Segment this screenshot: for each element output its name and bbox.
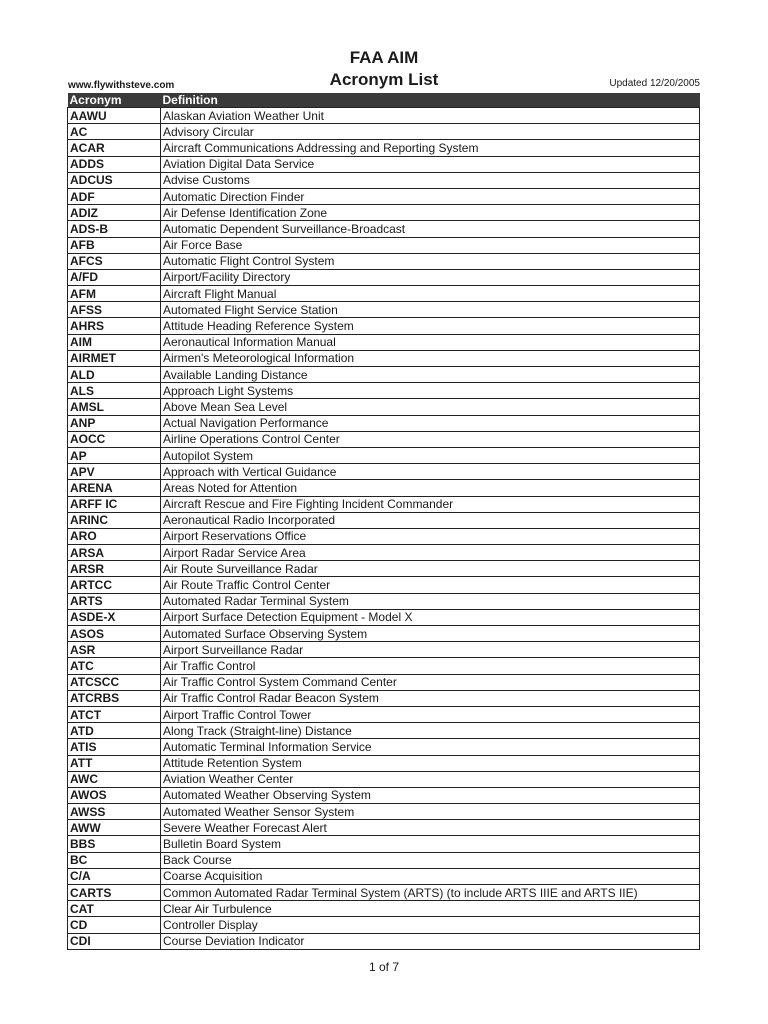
acronym-cell: ADCUS — [68, 172, 161, 188]
acronym-cell: AC — [68, 124, 161, 140]
table-row — [68, 431, 700, 447]
table-body — [68, 108, 700, 950]
table-row — [68, 626, 700, 642]
table-row — [68, 367, 700, 383]
acronym-cell: ARENA — [68, 480, 161, 496]
acronym-cell: ADDS — [68, 156, 161, 172]
acronym-cell: ADS-B — [68, 221, 161, 237]
acronym-cell: ASR — [68, 642, 161, 658]
acronym-cell: CD — [68, 917, 161, 933]
definition-cell: Clear Air Turbulence — [161, 901, 700, 917]
definition-cell: Approach Light Systems — [161, 383, 700, 399]
acronym-cell: AIM — [68, 334, 161, 350]
acronym-cell: ALD — [68, 367, 161, 383]
acronym-cell: ARINC — [68, 512, 161, 528]
table-row — [68, 350, 700, 366]
table-row — [68, 787, 700, 803]
acronym-cell: ADIZ — [68, 205, 161, 221]
definition-cell: Common Automated Radar Terminal System (ARTS) (to include ARTS IIIE and ARTS IIE) — [161, 885, 700, 901]
definition-cell: Actual Navigation Performance — [161, 415, 700, 431]
table-row — [68, 188, 700, 204]
table-row — [68, 933, 700, 949]
table-row — [68, 221, 700, 237]
definition-cell: Airport Traffic Control Tower — [161, 706, 700, 722]
acronym-cell: BC — [68, 852, 161, 868]
acronym-cell: ASDE-X — [68, 609, 161, 625]
definition-cell: Autopilot System — [161, 447, 700, 463]
definition-cell: Back Course — [161, 852, 700, 868]
acronym-cell: ARSA — [68, 545, 161, 561]
acronym-cell: ATT — [68, 755, 161, 771]
page-subtitle: Acronym List — [329, 70, 439, 89]
definition-cell: Automatic Flight Control System — [161, 253, 700, 269]
acronym-cell: AWSS — [68, 804, 161, 820]
definition-cell: Aircraft Flight Manual — [161, 286, 700, 302]
table-row — [68, 658, 700, 674]
table-row — [68, 885, 700, 901]
acronym-cell: AWC — [68, 771, 161, 787]
definition-cell: Advisory Circular — [161, 124, 700, 140]
definition-cell: Automated Flight Service Station — [161, 302, 700, 318]
table-row — [68, 480, 700, 496]
table-row — [68, 447, 700, 463]
acronym-cell: ARFF IC — [68, 496, 161, 512]
definition-cell: Aviation Weather Center — [161, 771, 700, 787]
column-header-definition: Definition — [161, 93, 700, 108]
acronym-cell: AP — [68, 447, 161, 463]
definition-cell: Airport Surveillance Radar — [161, 642, 700, 658]
table-row — [68, 286, 700, 302]
acronym-cell: AFSS — [68, 302, 161, 318]
definition-cell: Airmen's Meteorological Information — [161, 350, 700, 366]
acronym-cell: CARTS — [68, 885, 161, 901]
table-row — [68, 464, 700, 480]
acronym-cell: AAWU — [68, 108, 161, 124]
definition-cell: Areas Noted for Attention — [161, 480, 700, 496]
page-title: FAA AIM — [349, 48, 419, 67]
table-row — [68, 739, 700, 755]
table-row — [68, 917, 700, 933]
acronym-cell: ARSR — [68, 561, 161, 577]
acronym-cell: APV — [68, 464, 161, 480]
acronym-cell: CDI — [68, 933, 161, 949]
definition-cell: Approach with Vertical Guidance — [161, 464, 700, 480]
acronym-cell: ADF — [68, 188, 161, 204]
column-header-acronym: Acronym — [68, 93, 161, 108]
acronym-cell: BBS — [68, 836, 161, 852]
table-row — [68, 528, 700, 544]
definition-cell: Bulletin Board System — [161, 836, 700, 852]
acronym-cell: C/A — [68, 868, 161, 884]
acronym-cell: ANP — [68, 415, 161, 431]
acronym-cell: ATIS — [68, 739, 161, 755]
table-row — [68, 253, 700, 269]
table-row — [68, 836, 700, 852]
table-row — [68, 804, 700, 820]
table-row — [68, 561, 700, 577]
acronym-cell: AIRMET — [68, 350, 161, 366]
acronym-cell: ARTCC — [68, 577, 161, 593]
table-row — [68, 399, 700, 415]
acronym-cell: ARTS — [68, 593, 161, 609]
page-number: 1 of 7 — [368, 960, 400, 974]
definition-cell: Airport Surface Detection Equipment - Model X — [161, 609, 700, 625]
table-row — [68, 512, 700, 528]
acronym-cell: ASOS — [68, 626, 161, 642]
table-row — [68, 124, 700, 140]
definition-cell: Air Traffic Control System Command Center — [161, 674, 700, 690]
acronym-cell: AMSL — [68, 399, 161, 415]
definition-cell: Aeronautical Information Manual — [161, 334, 700, 350]
definition-cell: Air Traffic Control — [161, 658, 700, 674]
definition-cell: Advise Customs — [161, 172, 700, 188]
definition-cell: Course Deviation Indicator — [161, 933, 700, 949]
updated-date: Updated 12/20/2005 — [609, 78, 700, 89]
table-row — [68, 334, 700, 350]
table-row — [68, 383, 700, 399]
definition-cell: Alaskan Aviation Weather Unit — [161, 108, 700, 124]
table-row — [68, 690, 700, 706]
table-row — [68, 302, 700, 318]
acronym-cell: ATD — [68, 723, 161, 739]
table-row — [68, 156, 700, 172]
acronym-cell: ATCT — [68, 706, 161, 722]
definition-cell: Airport/Facility Directory — [161, 269, 700, 285]
acronym-cell: ATC — [68, 658, 161, 674]
table-row — [68, 318, 700, 334]
table-row — [68, 723, 700, 739]
definition-cell: Airport Radar Service Area — [161, 545, 700, 561]
definition-cell: Air Route Traffic Control Center — [161, 577, 700, 593]
acronym-cell: AWW — [68, 820, 161, 836]
table-row — [68, 205, 700, 221]
table-row — [68, 868, 700, 884]
acronym-table — [67, 93, 700, 950]
acronym-cell: A/FD — [68, 269, 161, 285]
definition-cell: Along Track (Straight-line) Distance — [161, 723, 700, 739]
table-row — [68, 496, 700, 512]
table-row — [68, 901, 700, 917]
acronym-cell: CAT — [68, 901, 161, 917]
acronym-cell: AHRS — [68, 318, 161, 334]
definition-cell: Air Traffic Control Radar Beacon System — [161, 690, 700, 706]
definition-cell: Airline Operations Control Center — [161, 431, 700, 447]
acronym-cell: AWOS — [68, 787, 161, 803]
definition-cell: Automated Radar Terminal System — [161, 593, 700, 609]
definition-cell: Air Force Base — [161, 237, 700, 253]
acronym-cell: AFB — [68, 237, 161, 253]
acronym-cell: AOCC — [68, 431, 161, 447]
definition-cell: Automated Surface Observing System — [161, 626, 700, 642]
definition-cell: Available Landing Distance — [161, 367, 700, 383]
table-row — [68, 852, 700, 868]
definition-cell: Attitude Heading Reference System — [161, 318, 700, 334]
definition-cell: Air Defense Identification Zone — [161, 205, 700, 221]
definition-cell: Severe Weather Forecast Alert — [161, 820, 700, 836]
definition-cell: Aeronautical Radio Incorporated — [161, 512, 700, 528]
definition-cell: Aviation Digital Data Service — [161, 156, 700, 172]
table-row — [68, 140, 700, 156]
definition-cell: Automatic Dependent Surveillance-Broadcast — [161, 221, 700, 237]
table-row — [68, 545, 700, 561]
table-row — [68, 577, 700, 593]
acronym-cell: ACAR — [68, 140, 161, 156]
acronym-cell: ATCRBS — [68, 690, 161, 706]
table-row — [68, 172, 700, 188]
definition-cell: Air Route Surveillance Radar — [161, 561, 700, 577]
acronym-cell: ALS — [68, 383, 161, 399]
table-row — [68, 108, 700, 124]
definition-cell: Aircraft Communications Addressing and Reporting System — [161, 140, 700, 156]
acronym-cell: AFCS — [68, 253, 161, 269]
website-link[interactable]: www.flywithsteve.com — [68, 80, 175, 91]
acronym-cell: ARO — [68, 528, 161, 544]
table-row — [68, 755, 700, 771]
definition-cell: Above Mean Sea Level — [161, 399, 700, 415]
definition-cell: Automatic Terminal Information Service — [161, 739, 700, 755]
table-row — [68, 415, 700, 431]
table-row — [68, 771, 700, 787]
table-row — [68, 593, 700, 609]
definition-cell: Controller Display — [161, 917, 700, 933]
table-header-row — [68, 93, 700, 108]
definition-cell: Automated Weather Sensor System — [161, 804, 700, 820]
table-row — [68, 820, 700, 836]
definition-cell: Automatic Direction Finder — [161, 188, 700, 204]
acronym-cell: AFM — [68, 286, 161, 302]
table-row — [68, 609, 700, 625]
definition-cell: Airport Reservations Office — [161, 528, 700, 544]
table-row — [68, 706, 700, 722]
definition-cell: Attitude Retention System — [161, 755, 700, 771]
acronym-cell: ATCSCC — [68, 674, 161, 690]
table-row — [68, 269, 700, 285]
definition-cell: Coarse Acquisition — [161, 868, 700, 884]
table-row — [68, 642, 700, 658]
table-row — [68, 674, 700, 690]
definition-cell: Automated Weather Observing System — [161, 787, 700, 803]
table-row — [68, 237, 700, 253]
definition-cell: Aircraft Rescue and Fire Fighting Incident Commander — [161, 496, 700, 512]
